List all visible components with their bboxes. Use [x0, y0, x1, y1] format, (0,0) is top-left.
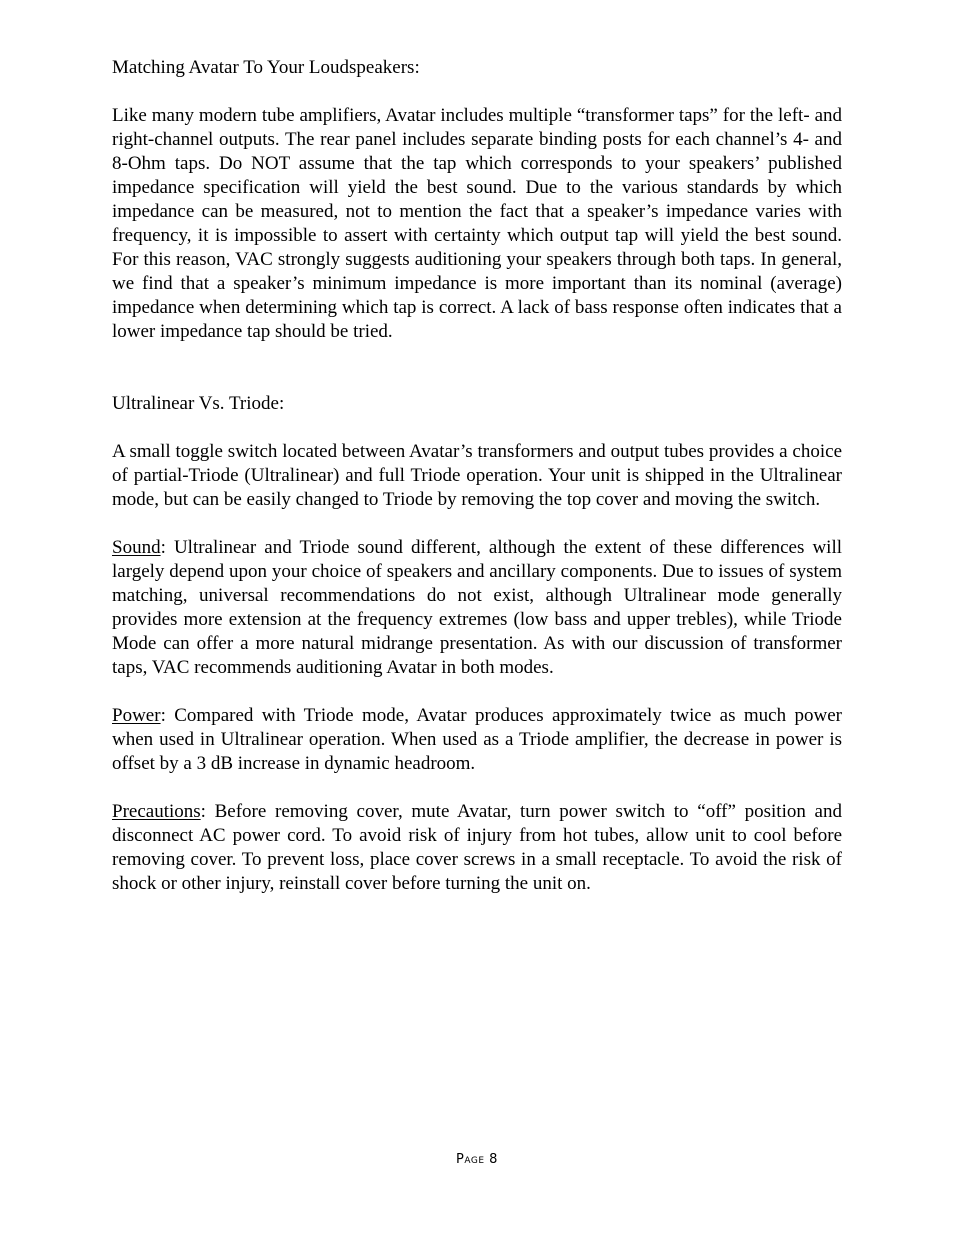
power-text: : Compared with Triode mode, Avatar produces approximately twice as much power when used in Ultralinear operation. When used as a Triode amplifier, the decrease in power is offset by a 3 dB increase in dynamic headroom. [112, 705, 842, 774]
paragraph-power [112, 704, 842, 776]
document-page [112, 56, 842, 896]
section-heading-matching: Matching Avatar To Your Loudspeakers: [112, 57, 420, 78]
paragraph-precautions [112, 800, 842, 896]
sound-text: : Ultralinear and Triode sound different, although the extent of these differences will largely depend upon your choice of speakers and ancillary components. Due to issues of system matching, universal recommendations do not exist, although Ultralinear mode generally provides more extension at the frequency extremes (low bass and upper trebles), while Triode Mode can offer a more natural midrange presentation. As with our discussion of transformer taps, VAC recommends auditioning Avatar in both modes. [112, 537, 842, 678]
power-label: Power [112, 705, 161, 726]
section-heading-ultralinear: Ultralinear Vs. Triode: [112, 393, 285, 414]
precautions-text: : Before removing cover, mute Avatar, turn power switch to “off” position and disconnect AC power cord. To avoid risk of injury from hot tubes, allow unit to cool before removing cover. To prevent loss, place cover screws in a small receptacle. To avoid the risk of shock or other injury, reinstall cover before turning the unit on. [112, 801, 842, 894]
precautions-label: Precautions [112, 801, 201, 822]
paragraph-toggle-switch: A small toggle switch located between Avatar’s transformers and output tubes provides a choice of partial-Triode (Ultralinear) and full Triode operation. Your unit is shipped in the Ultralinear mode, but can be easily changed to Triode by removing the top cover and moving the switch. [112, 441, 842, 510]
page-number: Page 8 [456, 1152, 498, 1167]
paragraph-transformer-taps: Like many modern tube amplifiers, Avatar includes multiple “transformer taps” for the left- and right-channel outputs. The rear panel includes separate binding posts for each channel’s 4- and 8-Ohm taps. Do NOT assume that the tap which corresponds to your speakers’ published impedance specification will yield the best sound. Due to the various standards by which impedance can be measured, not to mention the fact that a speaker’s impedance varies with frequency, it is impossible to assert with certainty which output tap will yield the best sound. For this reason, VAC strongly suggests auditioning your speakers through both taps. In general, we find that a speaker’s minimum impedance is more important than its nominal (average) impedance when determining which tap is correct. A lack of bass response often indicates that a lower impedance tap should be tried. [112, 105, 842, 342]
paragraph-sound [112, 536, 842, 680]
sound-label: Sound [112, 537, 161, 558]
